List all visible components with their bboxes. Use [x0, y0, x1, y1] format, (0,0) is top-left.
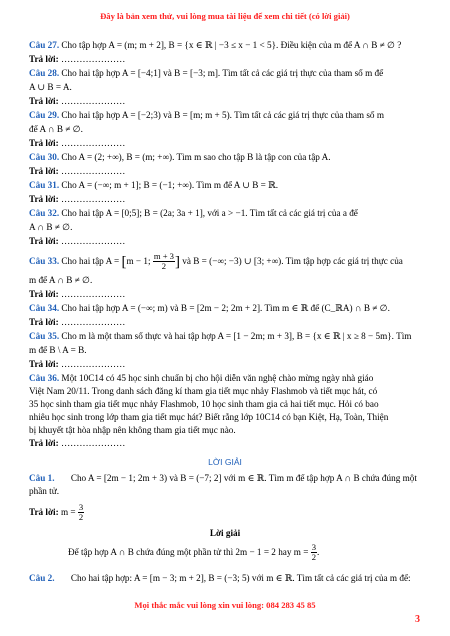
- answer-label: Trả lời:: [29, 507, 59, 517]
- question-32: [29, 208, 421, 219]
- question-label: Câu 29.: [29, 110, 60, 120]
- question-text: Cho hai tập A =: [61, 256, 120, 266]
- question-34: [29, 303, 421, 314]
- interval-lower: m − 1;: [126, 256, 151, 266]
- answer-line: [29, 289, 421, 300]
- question-text: Cho hai tập hợp A = [−4;1] và B = [−3; m]. Tìm tất cả các giá trị thực của tham số m để: [61, 68, 384, 78]
- question-text: Một 10C14 có 45 học sinh chuẩn bị cho hội diễn văn nghệ chào mừng ngày nhà giáo: [61, 373, 374, 383]
- question-36-line: 35 học sinh tham gia tiết mục nhảy Flashmob, 10 học sinh tham gia cả hai tiết mục. Hỏi có bao: [29, 399, 379, 409]
- question-36-line: nhiêu học sinh trong lớp tham gia tiết mục hát? Biết rằng lớp 10C14 có bạn Kiệt, Hạ, Toàn, Thiện: [29, 412, 389, 422]
- solution-text: Cho hai tập hợp: A = [m − 3; m + 2], B = (−3; 5) với m ∈ ℝ. Tìm tất cả các giá trị của m để:: [70, 573, 411, 583]
- question-33: [29, 250, 421, 273]
- question-33-cont: m để A ∩ B ≠ ∅.: [29, 275, 93, 285]
- question-31: [29, 180, 421, 191]
- question-29-cont: để A ∩ B ≠ ∅.: [29, 124, 83, 134]
- fraction: [78, 503, 84, 522]
- answer-dots: …………………: [60, 96, 126, 106]
- question-label: Câu 33.: [29, 256, 60, 266]
- question-text-post: và B = (−∞; −3) ∪ [3; +∞). Tìm tập hợp các giá trị thực của: [182, 256, 403, 266]
- solution-label: Câu 1.: [29, 473, 55, 483]
- answer-lead: m =: [60, 507, 76, 517]
- answer-dots: …………………: [60, 194, 126, 204]
- question-label: Câu 31.: [29, 180, 60, 190]
- explanation-text: Để tập hợp A ∩ B chứa đúng một phần tử thì 2m − 1 = 2 hay m =: [68, 547, 309, 557]
- question-36-line: bị khuyết tật hòa nhập nên không tham gia tiết mục nào.: [29, 425, 236, 435]
- footer-contact: Mọi thắc mắc vui lòng xin vui lòng: 084 283 45 85: [134, 600, 316, 610]
- preview-banner: Đây là bản xem thử, vui lòng mua tài liệu để xem chi tiết (có lời giải): [100, 11, 350, 21]
- question-36-line: Việt Nam 20/11. Trong danh sách đăng kí tham gia tiết mục nhảy Flashmob và tiết mục hát, có: [29, 386, 378, 396]
- question-label: Câu 32.: [29, 208, 60, 218]
- answer-label: Trả lời:: [29, 289, 59, 299]
- answer-line: [29, 236, 421, 247]
- left-bracket: [: [121, 253, 127, 270]
- question-28-cont: A ∪ B = A.: [29, 82, 72, 92]
- fraction-denominator: 2: [311, 552, 316, 563]
- answer-dots: …………………: [60, 236, 126, 246]
- fraction: [311, 543, 317, 562]
- fraction-denominator: 2: [161, 261, 167, 272]
- solution-label: Câu 2.: [29, 573, 55, 583]
- answer-label: Trả lời:: [29, 96, 59, 106]
- answer-dots: …………………: [60, 317, 126, 327]
- question-label: Câu 34.: [29, 303, 60, 313]
- answer-dots: …………………: [60, 54, 126, 64]
- question-35: [29, 331, 421, 342]
- page-number: 3: [415, 614, 420, 625]
- question-text: Cho A = (−∞; m + 1]; B = (−1; +∞). Tìm m để A ∪ B = ℝ.: [61, 180, 279, 190]
- question-30: [29, 152, 421, 163]
- fraction-numerator: 3: [78, 502, 84, 513]
- question-label: Câu 28.: [29, 68, 60, 78]
- question-text: Cho hai tập hợp A = [−2;3) và B = [m; m + 5). Tìm tất cả các giá trị thực của tham số m: [61, 110, 384, 120]
- solutions-heading: LỜI GIẢI: [208, 457, 242, 467]
- answer-line: [29, 96, 421, 107]
- solution-1-answer: [29, 502, 421, 522]
- question-text: Cho m là một tham số thực và hai tập hợp A = [1 − 2m; m + 3], B = {x ∈ ℝ | x ≥ 8 − 5m}. Tìm: [61, 331, 412, 341]
- question-text: Cho hai tập hợp A = (−∞; m) và B = [2m − 2; 2m + 2]. Tìm m ∈ ℝ để (C_ℝA) ∩ B ≠ ∅.: [61, 303, 390, 313]
- fraction-numerator: 3: [311, 542, 316, 553]
- answer-dots: …………………: [60, 359, 126, 369]
- solution-1-cont: phần tử.: [29, 486, 59, 496]
- question-29: [29, 110, 421, 121]
- question-27: [29, 40, 421, 51]
- fraction-denominator: 2: [78, 512, 84, 523]
- solution-2: [29, 573, 421, 584]
- question-text: Cho tập hợp A = (m; m + 2], B = {x ∈ ℝ | −3 ≤ x − 1 < 5}. Điều kiện của m để A ∩ B ≠ ∅ ?: [61, 40, 402, 50]
- answer-label: Trả lời:: [29, 194, 59, 204]
- answer-label: Trả lời:: [29, 236, 59, 246]
- question-text: Cho A = (2; +∞), B = (m; +∞). Tìm m sao cho tập B là tập con của tập A.: [61, 152, 331, 162]
- question-36: [29, 373, 421, 384]
- answer-line: [29, 166, 421, 177]
- question-label: Câu 36.: [29, 373, 60, 383]
- fraction: [153, 252, 175, 271]
- right-bracket: ]: [174, 253, 180, 270]
- answer-line: [29, 194, 421, 205]
- answer-label: Trả lời:: [29, 438, 59, 448]
- fraction-numerator: m + 3: [153, 251, 174, 262]
- solution-1: [29, 473, 421, 484]
- solution-text: Cho A = [2m − 1; 2m + 3) và B = (−7; 2] với m ∈ ℝ. Tìm m để tập hợp A ∩ B chứa đúng một: [70, 473, 417, 483]
- answer-dots: …………………: [60, 289, 126, 299]
- answer-label: Trả lời:: [29, 138, 59, 148]
- answer-line: [29, 138, 421, 149]
- loi-giai-heading: Lời giải: [209, 528, 241, 538]
- answer-line: [29, 438, 421, 449]
- question-label: Câu 30.: [29, 152, 60, 162]
- answer-label: Trả lời:: [29, 359, 59, 369]
- answer-dots: …………………: [60, 166, 126, 176]
- answer-line: [29, 54, 421, 65]
- answer-label: Trả lời:: [29, 166, 59, 176]
- answer-dots: …………………: [60, 138, 126, 148]
- answer-label: Trả lời:: [29, 54, 59, 64]
- question-label: Câu 27.: [29, 40, 60, 50]
- question-28: [29, 68, 421, 79]
- answer-dots: …………………: [60, 438, 126, 448]
- question-label: Câu 35.: [29, 331, 60, 341]
- answer-line: [29, 359, 421, 370]
- question-32-cont: A ∩ B ≠ ∅.: [29, 222, 73, 232]
- answer-line: [29, 317, 421, 328]
- question-text: Cho hai tập A = [0;5]; B = (2a; 3a + 1], với a > −1. Tìm tất cả các giá trị của a để: [61, 208, 358, 218]
- answer-label: Trả lời:: [29, 317, 59, 327]
- question-35-cont: m để B \ A = B.: [29, 345, 87, 355]
- solution-1-explanation: Để tập hợp A ∩ B chứa đúng một phần tử thì 2m − 1 = 2 hay m = $\frac{3}{2}$ .: [68, 542, 320, 563]
